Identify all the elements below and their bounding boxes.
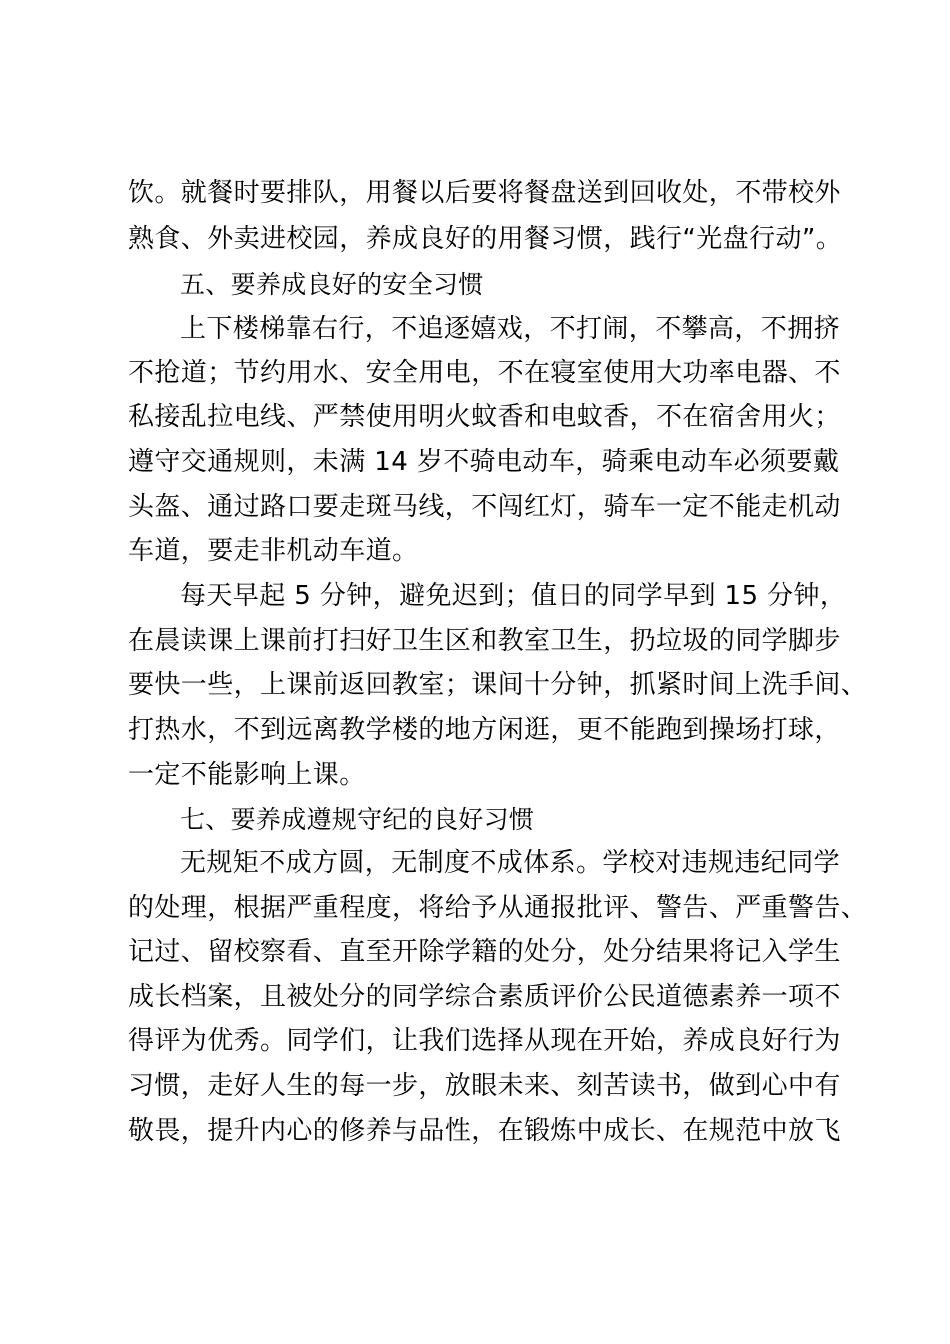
body-text-line: 打热水，不到远离教学楼的地方闲逛，更不能跑到操场打球， bbox=[128, 715, 841, 745]
body-text-line: 熟食、外卖进校园，养成良好的用餐习惯，践行“光盘行动”。 bbox=[128, 224, 843, 254]
body-text-line: 敬畏，提升内心的修养与品性，在锻炼中成长、在规范中放飞 bbox=[128, 1116, 841, 1146]
section-heading: 七、要养成遵规守纪的良好习惯 bbox=[180, 805, 535, 834]
paragraph-first-line: 每天早起 5 分钟，避免迟到；值日的同学早到 15 分钟， bbox=[180, 581, 847, 611]
body-text-line: 头盔、通过路口要走斑马线，不闯红灯，骑车一定不能走机动 bbox=[128, 492, 841, 522]
paragraph-first-line: 无规矩不成方圆，无制度不成体系。学校对违规违纪同学 bbox=[180, 848, 841, 878]
body-text-line: 不抢道；节约用水、安全用电，不在寝室使用大功率电器、不 bbox=[128, 358, 841, 388]
body-text-line: 记过、留校察看、直至开除学籍的处分，处分结果将记入学生 bbox=[128, 937, 841, 967]
body-text-line: 在晨读课上课前打扫好卫生区和教室卫生，扔垃圾的同学脚步 bbox=[128, 626, 841, 656]
body-text-line: 一定不能影响上课。 bbox=[128, 760, 366, 790]
body-text-line: 的处理，根据严重程度，将给予从通报批评、警告、严重警告、 bbox=[128, 893, 868, 923]
section-heading: 五、要养成良好的安全习惯 bbox=[180, 270, 484, 299]
body-text-line: 要快一些，上课前返回教室；课间十分钟，抓紧时间上洗手间、 bbox=[128, 670, 868, 700]
paragraph-first-line: 上下楼梯靠右行，不追逐嬉戏，不打闹，不攀高，不拥挤 bbox=[180, 314, 841, 344]
body-text-line: 得评为优秀。同学们，让我们选择从现在开始，养成良好行为 bbox=[128, 1026, 841, 1056]
body-text-line: 成长档案，且被处分的同学综合素质评价公民道德素养一项不 bbox=[128, 982, 841, 1012]
body-text-line: 习惯，走好人生的每一步，放眼未来、刻苦读书，做到心中有 bbox=[128, 1071, 841, 1101]
body-text-line: 私接乱拉电线、严禁使用明火蚊香和电蚊香，不在宿舍用火； bbox=[128, 402, 841, 432]
body-text-line: 车道，要走非机动车道。 bbox=[128, 536, 419, 566]
body-text-line: 遵守交通规则，未满 14 岁不骑电动车，骑乘电动车必须要戴 bbox=[128, 447, 840, 477]
body-text-line: 饮。就餐时要排队，用餐以后要将餐盘送到回收处，不带校外 bbox=[128, 178, 841, 208]
